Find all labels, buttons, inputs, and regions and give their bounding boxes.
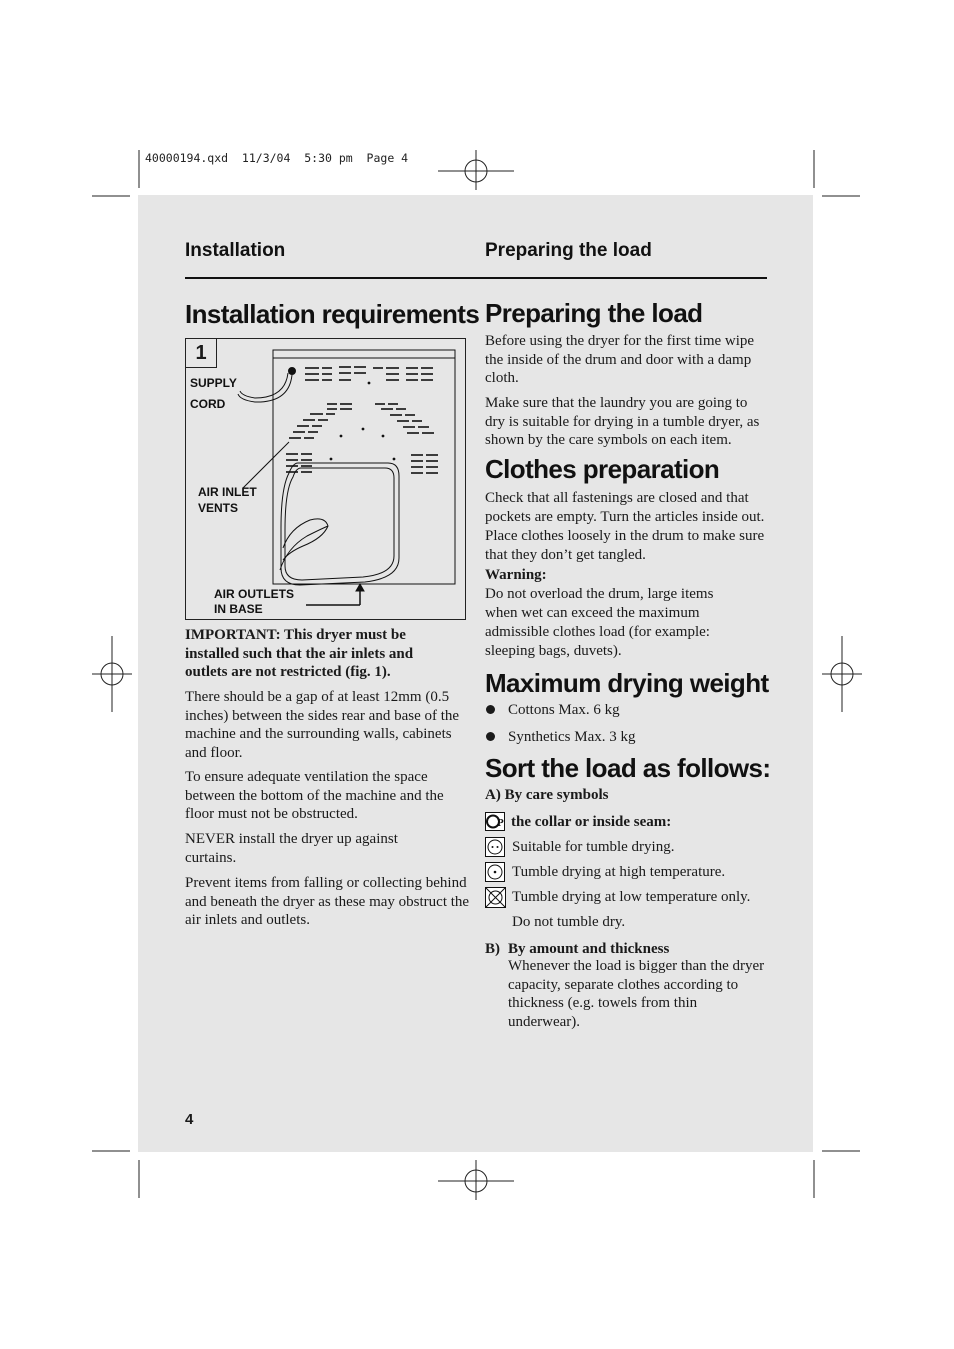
installation-paragraph: NEVER install the dryer up against curtains. bbox=[185, 831, 398, 866]
sort-b-label: By amount and thickness bbox=[508, 941, 670, 957]
installation-paragraph: To ensure adequate ventilation the space between the bottom of the machine and the floor must not be obstructed. bbox=[185, 769, 444, 822]
label-in-base: IN BASE bbox=[214, 602, 263, 616]
preparing-paragraph: Make sure that the laundry you are going to dry is suitable for drying in a tumble dryer, as shown by the care symbols on each item. bbox=[485, 395, 760, 448]
weight-item: Cottons Max. 6 kg bbox=[508, 702, 620, 718]
seam-text: the collar or inside seam: bbox=[511, 814, 672, 830]
preparing-paragraph: Before using the dryer for the first time wipe the inside of the drum and door with a damp cloth. bbox=[485, 333, 755, 386]
label-air-inlet: AIR INLET bbox=[198, 485, 257, 499]
section-header-right: Preparing the load bbox=[485, 240, 652, 261]
figure-number: 1 bbox=[185, 338, 217, 368]
sort-b-marker: B) bbox=[485, 941, 500, 957]
header-rule bbox=[185, 277, 767, 279]
sort-title: Sort the load as follows: bbox=[485, 753, 771, 783]
bullet-icon bbox=[486, 705, 495, 714]
sort-a-label: A) By care symbols bbox=[485, 787, 609, 803]
do-not-tumble-dry-icon bbox=[485, 887, 506, 908]
sort-b-text: Whenever the load is bigger than the dryer capacity, separate clothes according to thickness (e.g. towels from thin underwear). bbox=[508, 958, 765, 1030]
symbol-text: Tumble drying at high temperature. bbox=[512, 864, 726, 880]
installation-paragraph: There should be a gap of at least 12mm (0.5 inches) between the sides rear and base of the machine and the surrounding walls, cabinets and floor. bbox=[185, 689, 460, 761]
label-vents: VENTS bbox=[198, 501, 239, 515]
bullet-icon bbox=[486, 732, 495, 741]
no-tumble-text: Do not tumble dry. bbox=[512, 914, 626, 930]
installation-paragraph: Prevent items from falling or collecting behind and beneath the dryer as these may obstruct the air inlets and outlets. bbox=[185, 875, 470, 928]
section-header-left: Installation bbox=[185, 240, 286, 261]
important-notice: IMPORTANT: This dryer must be installed such that the air inlets and outlets are not restricted (fig. 1). bbox=[185, 627, 414, 680]
weight-title: Maximum drying weight bbox=[485, 668, 769, 698]
clothes-paragraph: Check that all fastenings are closed and that pockets are empty. Turn the articles inside out. Place clothes loosely in the drum to make sure that they don’t get tangled. bbox=[485, 490, 765, 563]
weight-item: Synthetics Max. 3 kg bbox=[508, 729, 636, 745]
preparing-title: Preparing the load bbox=[485, 298, 703, 328]
warning-label: Warning: bbox=[485, 567, 547, 583]
label-air-outlets: AIR OUTLETS bbox=[214, 587, 294, 601]
tumble-dry-icon bbox=[485, 837, 505, 857]
warning-text: Do not overload the drum, large items when wet can exceed the maximum admissible clothes load (for example: sleeping bags, duvets). bbox=[485, 586, 714, 659]
svg-text:P: P bbox=[497, 817, 504, 829]
page-number: 4 bbox=[185, 1111, 194, 1128]
label-supply: SUPPLY bbox=[190, 376, 237, 390]
label-cord: CORD bbox=[190, 397, 226, 411]
symbol-text: Tumble drying at low temperature only. bbox=[512, 889, 751, 905]
symbol-text: Suitable for tumble drying. bbox=[512, 839, 675, 855]
care-label-icon bbox=[485, 812, 505, 831]
file-slug: 40000194.qxd 11/3/04 5:30 pm Page 4 bbox=[145, 151, 409, 165]
tumble-dry-high-icon bbox=[485, 862, 505, 882]
installation-title: Installation requirements bbox=[185, 299, 480, 329]
clothes-title: Clothes preparation bbox=[485, 454, 720, 484]
